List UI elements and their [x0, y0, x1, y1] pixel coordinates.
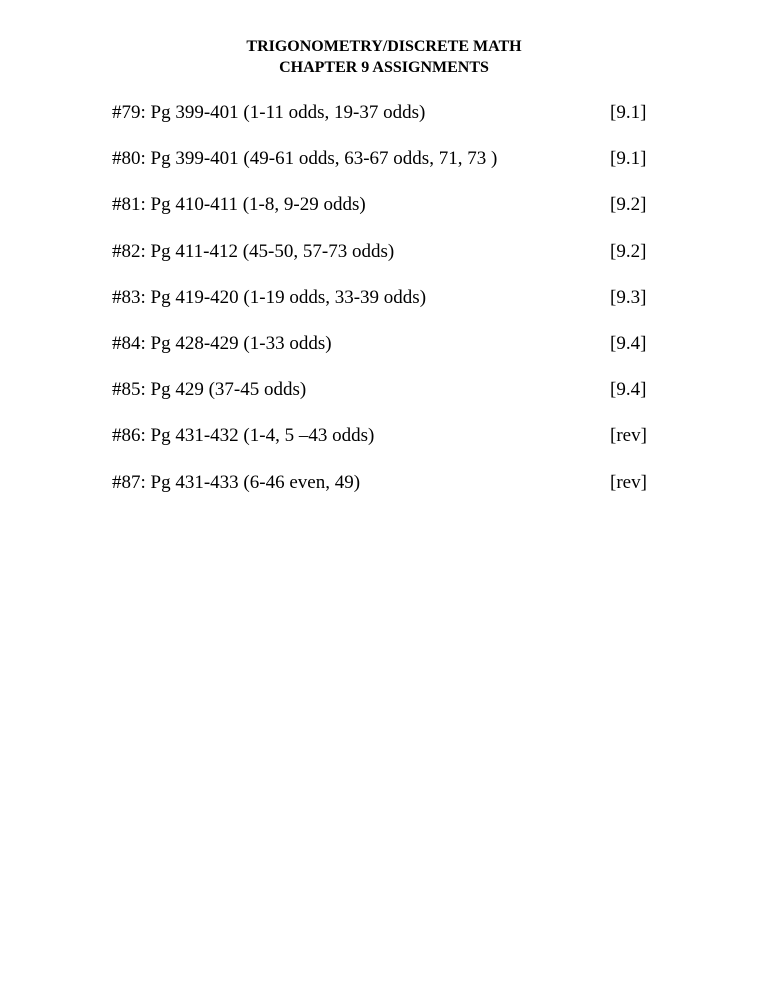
- assignment-section: [9.3]: [610, 286, 647, 308]
- assignment-row-85: [112, 378, 652, 424]
- assignment-section: [9.4]: [610, 379, 647, 401]
- assignment-row-83: [112, 286, 652, 332]
- assignment-row-80: [112, 147, 652, 193]
- document-title: TRIGONOMETRY/DISCRETE MATH: [246, 38, 522, 55]
- assignment-text: #82: Pg 411-412 (45-50, 57-73 odds): [112, 240, 395, 262]
- assignment-row-79: [112, 101, 652, 147]
- assignment-section: [9.2]: [610, 240, 647, 262]
- assignment-text: #87: Pg 431-433 (6-46 even, 49): [112, 471, 361, 493]
- assignment-text: #85: Pg 429 (37-45 odds): [112, 379, 307, 401]
- assignment-section: [rev]: [610, 425, 647, 447]
- assignment-section: [9.2]: [610, 194, 647, 216]
- assignment-text: #79: Pg 399-401 (1-11 odds, 19-37 odds): [112, 102, 426, 123]
- assignment-row-81: [112, 193, 652, 239]
- assignment-text: #86: Pg 431-432 (1-4, 5 –43 odds): [112, 425, 375, 447]
- assignment-section: [9.1]: [610, 102, 647, 123]
- document-subtitle: CHAPTER 9 ASSIGNMENTS: [279, 59, 489, 76]
- assignment-text: #81: Pg 410-411 (1-8, 9-29 odds): [112, 194, 366, 216]
- assignment-text: #84: Pg 428-429 (1-33 odds): [112, 332, 332, 354]
- assignment-text: #80: Pg 399-401 (49-61 odds, 63-67 odds, 71, 73 ): [112, 148, 498, 170]
- assignment-row-82: [112, 240, 652, 286]
- assignment-row-86: [112, 424, 652, 470]
- assignment-row-84: [112, 332, 652, 378]
- assignment-list: [112, 101, 652, 517]
- assignment-section: [9.4]: [610, 332, 647, 354]
- assignment-section: [9.1]: [610, 148, 647, 170]
- assignment-text: #83: Pg 419-420 (1-19 odds, 33-39 odds): [112, 286, 427, 308]
- assignment-section: [rev]: [610, 471, 647, 493]
- assignment-row-87: [112, 471, 652, 517]
